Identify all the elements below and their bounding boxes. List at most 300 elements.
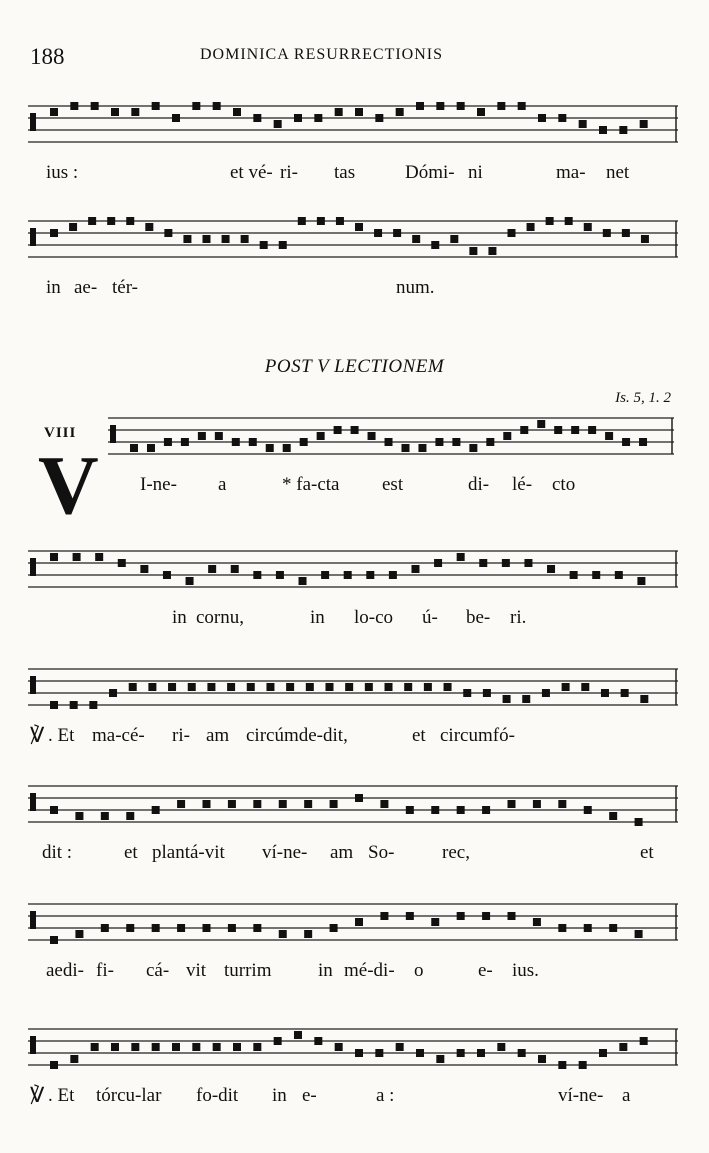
neume-note	[619, 1043, 627, 1051]
neume-note	[558, 800, 566, 808]
c-clef-icon	[30, 911, 36, 929]
neume-note	[637, 577, 645, 585]
syllable: e-	[302, 1085, 317, 1106]
neume-note	[50, 806, 58, 814]
neume-note	[431, 806, 439, 814]
neume-note	[232, 438, 240, 446]
syllable: in	[318, 960, 333, 981]
neume-note	[325, 683, 333, 691]
neume-note	[111, 108, 119, 116]
neume-note	[253, 571, 261, 579]
neume-note	[450, 235, 458, 243]
neume-note	[266, 444, 274, 452]
neume-note	[412, 235, 420, 243]
neume-note	[152, 806, 160, 814]
syllable: ví-ne-	[558, 1085, 604, 1106]
neume-note	[126, 812, 134, 820]
neume-note	[584, 806, 592, 814]
neume-note	[70, 102, 78, 110]
neume-note	[345, 683, 353, 691]
neume-note	[351, 426, 359, 434]
neume-note	[479, 559, 487, 567]
neume-note	[321, 571, 329, 579]
syllable: ri-	[280, 162, 298, 183]
c-clef-icon	[30, 558, 36, 576]
neume-note	[452, 438, 460, 446]
neume-note	[274, 120, 282, 128]
neume-note	[231, 565, 239, 573]
neume-note	[640, 1037, 648, 1045]
neume-note	[101, 812, 109, 820]
neume-note	[469, 444, 477, 452]
neume-note	[208, 565, 216, 573]
neume-note	[385, 683, 393, 691]
neume-note	[401, 444, 409, 452]
neume-note	[274, 1037, 282, 1045]
neume-note	[508, 229, 516, 237]
staff-8	[28, 1023, 678, 1079]
syllable: dit :	[42, 842, 73, 863]
neume-note	[537, 420, 545, 428]
neume-note	[538, 114, 546, 122]
syllable: a	[622, 1085, 631, 1106]
syllable: . Et	[48, 725, 75, 746]
neume-note	[588, 426, 596, 434]
neume-note	[50, 229, 58, 237]
neume-note	[131, 108, 139, 116]
c-clef-icon	[30, 113, 36, 131]
neume-note	[228, 924, 236, 932]
syllable: ni	[468, 162, 483, 183]
neume-note	[518, 1049, 526, 1057]
neume-note	[503, 695, 511, 703]
neume-note	[477, 1049, 485, 1057]
syllable: in	[272, 1085, 287, 1106]
neume-note	[253, 800, 261, 808]
neume-note	[599, 126, 607, 134]
neume-note	[533, 800, 541, 808]
neume-note	[508, 912, 516, 920]
initial-letter: V	[38, 439, 99, 532]
neume-note	[50, 701, 58, 709]
neume-note	[140, 565, 148, 573]
neume-note	[404, 683, 412, 691]
neume-note	[554, 426, 562, 434]
neume-note	[50, 108, 58, 116]
staff-6	[28, 780, 678, 836]
c-clef-icon	[30, 1036, 36, 1054]
neume-note	[198, 432, 206, 440]
neume-note	[286, 683, 294, 691]
neume-note	[227, 683, 235, 691]
syllable: e-	[478, 960, 493, 981]
neume-note	[253, 114, 261, 122]
neume-note	[186, 577, 194, 585]
c-clef-icon	[110, 425, 116, 443]
neume-note	[635, 930, 643, 938]
neume-note	[73, 553, 81, 561]
syllable: et	[412, 725, 426, 746]
staff-4	[28, 545, 678, 601]
c-clef-icon	[30, 793, 36, 811]
neume-note	[233, 1043, 241, 1051]
neume-note	[396, 1043, 404, 1051]
neume-note	[558, 114, 566, 122]
neume-note	[355, 918, 363, 926]
syllable: vit	[186, 960, 207, 981]
neume-note	[477, 108, 485, 116]
neume-note	[444, 683, 452, 691]
syllable: net	[606, 162, 630, 183]
neume-note	[375, 1049, 383, 1057]
neume-note	[482, 806, 490, 814]
neume-note	[317, 217, 325, 225]
neume-note	[298, 217, 306, 225]
neume-note	[558, 924, 566, 932]
neume-note	[436, 102, 444, 110]
neume-note	[192, 1043, 200, 1051]
neume-note	[601, 689, 609, 697]
neume-note	[330, 800, 338, 808]
neume-note	[70, 1055, 78, 1063]
neume-note	[411, 565, 419, 573]
neume-note	[111, 1043, 119, 1051]
neume-note	[503, 432, 511, 440]
neume-note	[457, 553, 465, 561]
neume-note	[89, 701, 97, 709]
neume-note	[192, 102, 200, 110]
neume-note	[279, 930, 287, 938]
neume-note	[88, 217, 96, 225]
neume-note	[131, 1043, 139, 1051]
neume-note	[147, 444, 155, 452]
scripture-reference: Is. 5, 1. 2	[615, 390, 671, 406]
neume-note	[213, 102, 221, 110]
syllable: ví-ne-	[262, 842, 308, 863]
neume-note	[299, 577, 307, 585]
neume-note	[640, 695, 648, 703]
neume-note	[334, 426, 342, 434]
neume-note	[118, 559, 126, 567]
neume-note	[366, 571, 374, 579]
syllable: est	[382, 474, 404, 495]
neume-note	[416, 1049, 424, 1057]
neume-note	[152, 102, 160, 110]
neume-note	[457, 102, 465, 110]
staff-7	[28, 898, 678, 954]
syllable: I-ne-	[140, 474, 177, 495]
neume-note	[385, 438, 393, 446]
neume-note	[172, 114, 180, 122]
syllable: ú-	[422, 607, 438, 628]
neume-note	[283, 444, 291, 452]
neume-note	[605, 432, 613, 440]
neume-note	[177, 924, 185, 932]
neume-note	[233, 108, 241, 116]
neume-note	[621, 689, 629, 697]
neume-note	[416, 102, 424, 110]
neume-note	[249, 438, 257, 446]
syllable: a :	[376, 1085, 395, 1106]
neume-note	[183, 235, 191, 243]
neume-note	[148, 683, 156, 691]
neume-note	[304, 930, 312, 938]
neume-note	[91, 1043, 99, 1051]
versicle-symbol: ℣	[30, 723, 45, 747]
neume-note	[635, 818, 643, 826]
syllable: ma-	[556, 162, 586, 183]
neume-note	[542, 689, 550, 697]
neume-note	[579, 120, 587, 128]
neume-note	[279, 800, 287, 808]
syllable: ri.	[510, 607, 527, 628]
neume-note	[75, 930, 83, 938]
neume-note	[374, 229, 382, 237]
section-title: POST V LECTIONEM	[264, 356, 445, 377]
syllable: am	[206, 725, 230, 746]
syllable: am	[330, 842, 354, 863]
syllable: * fa-cta	[282, 474, 340, 495]
mode-label: VIII	[44, 425, 77, 441]
running-head: DOMINICA RESURRECTIONIS	[200, 46, 444, 63]
neume-note	[181, 438, 189, 446]
neume-note	[570, 571, 578, 579]
c-clef-icon	[30, 676, 36, 694]
neume-note	[355, 108, 363, 116]
syllable: in	[46, 277, 61, 298]
neume-note	[434, 559, 442, 567]
neume-note	[164, 438, 172, 446]
neume-note	[592, 571, 600, 579]
lyrics-line-4	[0, 607, 709, 635]
neume-note	[330, 924, 338, 932]
neume-note	[502, 559, 510, 567]
syllable: ma-cé-	[92, 725, 145, 746]
neume-note	[203, 235, 211, 243]
neume-note	[276, 571, 284, 579]
neume-note	[335, 108, 343, 116]
neume-note	[203, 800, 211, 808]
neume-note	[215, 432, 223, 440]
neume-note	[109, 689, 117, 697]
neume-note	[581, 683, 589, 691]
neume-note	[424, 683, 432, 691]
lyrics-line-8	[0, 1085, 709, 1113]
neume-note	[609, 924, 617, 932]
lyrics-line-5	[0, 725, 709, 753]
neume-note	[562, 683, 570, 691]
syllable: fi-	[96, 960, 114, 981]
lyrics-line-3	[0, 474, 709, 502]
neume-note	[304, 800, 312, 808]
neume-note	[203, 924, 211, 932]
neume-note	[435, 438, 443, 446]
neume-note	[457, 1049, 465, 1057]
neume-note	[431, 241, 439, 249]
syllable: circumfó-	[440, 725, 515, 746]
neume-note	[300, 438, 308, 446]
neume-note	[247, 683, 255, 691]
syllable: ae-	[74, 277, 98, 298]
neume-note	[222, 235, 230, 243]
neume-note	[163, 571, 171, 579]
neume-note	[213, 1043, 221, 1051]
neume-note	[547, 565, 555, 573]
neume-note	[355, 1049, 363, 1057]
neume-note	[228, 800, 236, 808]
neume-note	[497, 1043, 505, 1051]
neume-note	[294, 1031, 302, 1039]
neume-note	[306, 683, 314, 691]
neume-note	[520, 426, 528, 434]
neume-note	[431, 918, 439, 926]
neume-note	[266, 683, 274, 691]
neume-note	[457, 912, 465, 920]
syllable: circúmde-dit,	[246, 725, 348, 746]
neume-note	[75, 812, 83, 820]
neume-note	[565, 217, 573, 225]
lyrics-line-2	[0, 277, 709, 305]
neume-note	[619, 126, 627, 134]
syllable: Dómi-	[405, 162, 455, 183]
neume-note	[579, 1061, 587, 1069]
neume-note	[584, 924, 592, 932]
neume-note	[177, 800, 185, 808]
neume-note	[253, 1043, 261, 1051]
syllable: . Et	[48, 1085, 75, 1106]
syllable: num.	[396, 277, 435, 298]
neume-note	[622, 229, 630, 237]
syllable: ius :	[46, 162, 79, 183]
neume-note	[380, 912, 388, 920]
syllable: cornu,	[196, 607, 245, 628]
neume-note	[571, 426, 579, 434]
staff-2	[28, 215, 678, 271]
neume-note	[336, 217, 344, 225]
neume-note	[91, 102, 99, 110]
syllable: et	[640, 842, 654, 863]
neume-note	[241, 235, 249, 243]
neume-note	[418, 444, 426, 452]
neume-note	[70, 701, 78, 709]
syllable: turrim	[224, 960, 272, 981]
neume-note	[393, 229, 401, 237]
neume-note	[168, 683, 176, 691]
neume-note	[207, 683, 215, 691]
neume-note	[527, 223, 535, 231]
neume-note	[375, 114, 383, 122]
neume-note	[152, 1043, 160, 1051]
syllable: lé-	[512, 474, 533, 495]
page-header	[0, 0, 709, 80]
neume-note	[497, 102, 505, 110]
syllable: ius.	[512, 960, 539, 981]
syllable: rec,	[442, 842, 470, 863]
lyrics-line-7	[0, 960, 709, 988]
neume-note	[639, 438, 647, 446]
neume-note	[463, 689, 471, 697]
neume-note	[145, 223, 153, 231]
neume-note	[469, 247, 477, 255]
neume-note	[365, 683, 373, 691]
neume-note	[558, 1061, 566, 1069]
neume-note	[609, 812, 617, 820]
neume-note	[599, 1049, 607, 1057]
neume-note	[152, 924, 160, 932]
syllable: cto	[552, 474, 576, 495]
syllable: So-	[368, 842, 395, 863]
neume-note	[188, 683, 196, 691]
syllable: in	[310, 607, 325, 628]
syllable: be-	[466, 607, 491, 628]
syllable: aedi-	[46, 960, 84, 981]
neume-note	[380, 800, 388, 808]
lyrics-line-1	[0, 162, 709, 190]
syllable: tér-	[112, 277, 138, 298]
neume-note	[314, 114, 322, 122]
neume-note	[603, 229, 611, 237]
page-number: 188	[30, 44, 65, 69]
neume-note	[126, 217, 134, 225]
neume-note	[368, 432, 376, 440]
neume-note	[486, 438, 494, 446]
neume-note	[641, 235, 649, 243]
neume-note	[260, 241, 268, 249]
neume-note	[164, 229, 172, 237]
neume-note	[355, 794, 363, 802]
neume-note	[396, 108, 404, 116]
versicle-symbol: ℣	[30, 1083, 45, 1107]
syllable: cá-	[146, 960, 170, 981]
syllable: plantá-vit	[152, 842, 225, 863]
neume-note	[50, 553, 58, 561]
neume-note	[130, 444, 138, 452]
neume-note	[522, 695, 530, 703]
neume-note	[95, 553, 103, 561]
syllable: et vé-	[230, 162, 273, 183]
syllable: lo-co	[354, 607, 394, 628]
neume-note	[483, 689, 491, 697]
neume-note	[335, 1043, 343, 1051]
neume-note	[524, 559, 532, 567]
syllable: di-	[468, 474, 490, 495]
neume-note	[615, 571, 623, 579]
neume-note	[172, 1043, 180, 1051]
syllable: tas	[334, 162, 356, 183]
neume-note	[50, 936, 58, 944]
neume-note	[101, 924, 109, 932]
neume-note	[640, 120, 648, 128]
neume-note	[584, 223, 592, 231]
staff-3	[108, 412, 674, 468]
neume-note	[538, 1055, 546, 1063]
syllable: a	[218, 474, 227, 495]
neume-note	[406, 912, 414, 920]
neume-note	[129, 683, 137, 691]
neume-note	[107, 217, 115, 225]
neume-note	[508, 800, 516, 808]
c-clef-icon	[30, 228, 36, 246]
neume-note	[294, 114, 302, 122]
syllable: ri-	[172, 725, 190, 746]
neume-note	[533, 918, 541, 926]
neume-note	[344, 571, 352, 579]
neume-note	[457, 806, 465, 814]
neume-note	[406, 806, 414, 814]
syllable: et	[124, 842, 138, 863]
neume-note	[482, 912, 490, 920]
neume-note	[355, 223, 363, 231]
